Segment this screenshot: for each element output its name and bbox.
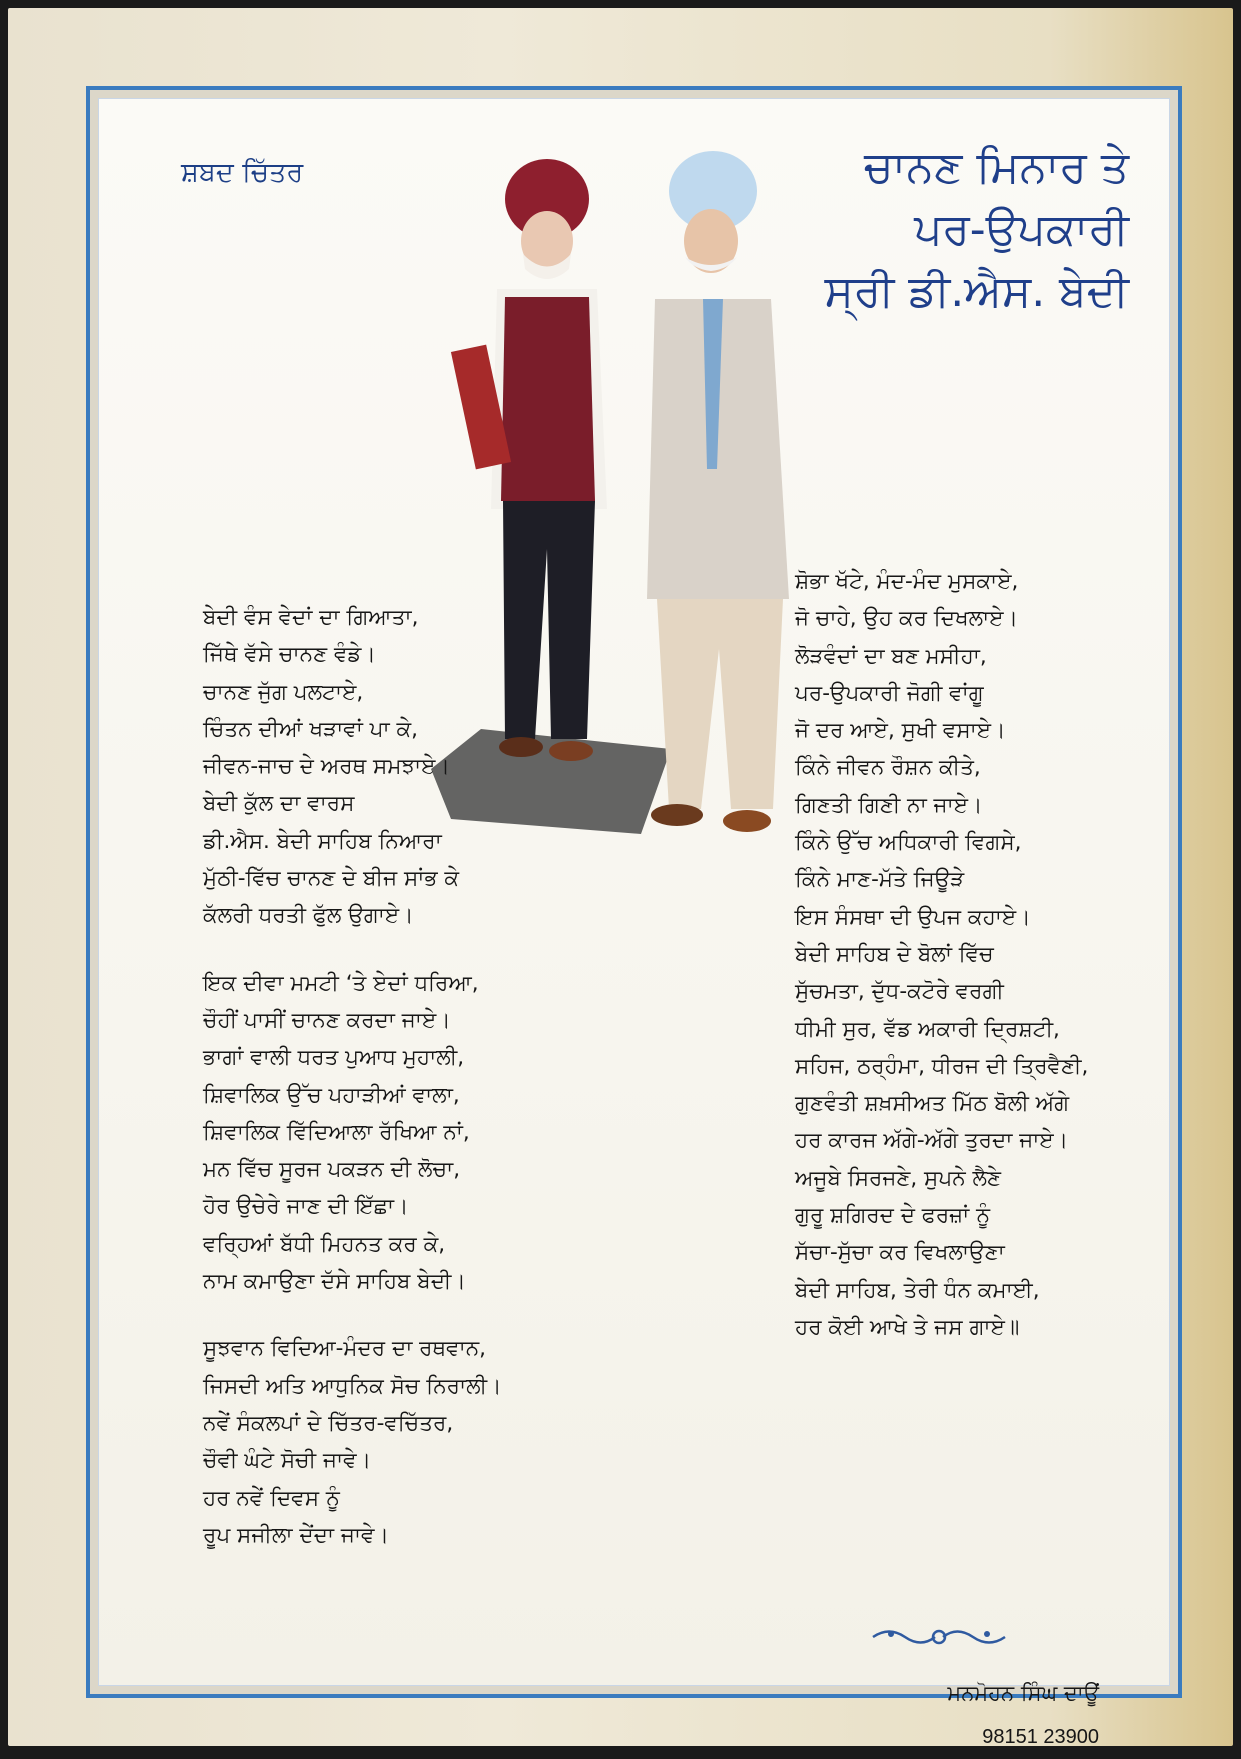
poem-line: ਚੌਵੀ ਘੰਟੇ ਸੋਚੀ ਜਾਵੇ।: [203, 1448, 372, 1474]
poem-line: ਭਾਗਾਂ ਵਾਲੀ ਧਰਤ ਪੁਆਧ ਮੁਹਾਲੀ,: [203, 1045, 465, 1071]
poem-line: ਸੂਝਵਾਨ ਵਿਦਿਆ-ਮੰਦਰ ਦਾ ਰਥਵਾਨ,: [203, 1336, 487, 1362]
poem-line: ਹਰ ਕੋਈ ਆਖੇ ਤੇ ਜਸ ਗਾਏ॥: [795, 1314, 1020, 1340]
poem-line: ਗਿਣਤੀ ਗਿਣੀ ਨਾ ਜਾਏ।: [795, 792, 983, 818]
poem-line: ਅਜੂਬੇ ਸਿਰਜਣੇ, ਸੁਪਨੇ ਲੈਣੇ: [795, 1165, 1002, 1191]
poem-line: ਬੇਦੀ ਸਾਹਿਬ, ਤੇਰੀ ਧੰਨ ਕਮਾਈ,: [795, 1277, 1040, 1303]
poem-line: ਮੁੱਠੀ-ਵਿੱਚ ਚਾਨਣ ਦੇ ਬੀਜ ਸਾਂਭ ਕੇ: [203, 866, 460, 892]
poem-line: ਜੋ ਚਾਹੇ, ਉਹ ਕਰ ਦਿਖਲਾਏ।: [795, 606, 1019, 632]
poem-line: ਸੱਚਾ-ਸੁੱਚਾ ਕਰ ਵਿਖਲਾਉਣਾ: [795, 1240, 1005, 1266]
poem-line: ਗੁਰੂ ਸ਼ਗਿਰਦ ਦੇ ਫਰਜ਼ਾਂ ਨੂੰ: [795, 1203, 991, 1229]
poem-line: ਜਿੱਥੇ ਵੱਸੇ ਚਾਨਣ ਵੰਡੇ।: [203, 642, 376, 668]
poem-line: ਕਿੰਨੇ ਮਾਣ-ਮੱਤੇ ਜਿਊੜੇ: [795, 867, 965, 893]
stanza-gap: [203, 935, 502, 965]
poem-line: ਜੋ ਦਰ ਆਏ, ਸੁਖੀ ਵਸਾਏ।: [795, 718, 1006, 744]
poem-left-column: [203, 599, 502, 1554]
author-signature: [947, 1671, 1099, 1759]
poem-line: ਸ਼ੋਭਾ ਖੱਟੇ, ਮੰਦ-ਮੰਦ ਮੁਸਕਾਏ,: [795, 569, 1019, 594]
poem-line: ਚਾਨਣ ਜੁੱਗ ਪਲਟਾਏ,: [203, 679, 364, 705]
stanza-gap: [203, 1300, 502, 1330]
poem-line: ਰੂਪ ਸਜੀਲਾ ਦੇਂਦਾ ਜਾਵੇ।: [203, 1522, 389, 1548]
poem-line: ਵਰ੍ਹਿਆਂ ਬੱਧੀ ਮਿਹਨਤ ਕਰ ਕੇ,: [203, 1231, 446, 1257]
poem-line: ਪਰ-ਉਪਕਾਰੀ ਜੋਗੀ ਵਾਂਗੂ: [795, 680, 984, 706]
poem-line: ਲੋੜਵੰਦਾਂ ਦਾ ਬਣ ਮਸੀਹਾ,: [795, 643, 987, 669]
decorative-flourish-icon: [869, 1624, 1009, 1650]
poem-line: ਹਰ ਨਵੇਂ ਦਿਵਸ ਨੂੰ: [203, 1485, 340, 1511]
poem-line: ਕਿੰਨੇ ਉੱਚ ਅਧਿਕਾਰੀ ਵਿਗਸੇ,: [795, 830, 1022, 856]
poem-line: ਬੇਦੀ ਸਾਹਿਬ ਦੇ ਬੋਲਾਂ ਵਿੱਚ: [795, 941, 994, 967]
author-name: ਮਨਮੋਹਨ ਸਿੰਘ ਦਾਊਂ: [947, 1681, 1099, 1705]
poem-line: ਸ਼ਿਵਾਲਿਕ ਵਿੱਦਿਆਲਾ ਰੱਖਿਆ ਨਾਂ,: [203, 1119, 470, 1145]
title-line-3: ਸ੍ਰੀ ਡੀ.ਐਸ. ਬੇਦੀ: [824, 266, 1129, 317]
poem-right-column: [795, 563, 1088, 1346]
section-label: ਸ਼ਬਦ ਚਿੱਤਰ: [181, 157, 304, 188]
poem-line: ਸ਼ਿਵਾਲਿਕ ਉੱਚ ਪਹਾੜੀਆਂ ਵਾਲਾ,: [203, 1082, 460, 1108]
poem-line: ਕਿੰਨੇ ਜੀਵਨ ਰੌਸ਼ਨ ਕੀਤੇ,: [795, 755, 981, 781]
poem-line: ਇਕ ਦੀਵਾ ਮਮਟੀ ‘ਤੇ ਏਦਾਂ ਧਰਿਆ,: [203, 970, 479, 996]
poem-line: ਨਵੇਂ ਸੰਕਲਪਾਂ ਦੇ ਚਿੱਤਰ-ਵਚਿੱਤਰ,: [203, 1410, 454, 1436]
poem-line: ਜੀਵਨ-ਜਾਚ ਦੇ ਅਰਥ ਸਮਝਾਏ।: [203, 754, 450, 780]
poem-line: ਸੁੱਚਮਤਾ, ਦੁੱਧ-ਕਟੋਰੇ ਵਰਗੀ: [795, 979, 1004, 1005]
poem-line: ਗੁਣਵੰਤੀ ਸ਼ਖ਼ਸੀਅਤ ਮਿੱਠ ਬੋਲੀ ਅੱਗੇ: [795, 1091, 1070, 1117]
content-area: [98, 98, 1170, 1748]
poem-line: ਬੇਦੀ ਵੰਸ ਵੇਦਾਂ ਦਾ ਗਿਆਤਾ,: [203, 605, 419, 630]
poem-line: ਕੱਲਰੀ ਧਰਤੀ ਫੁੱਲ ਉਗਾਏ।: [203, 903, 414, 929]
poem-line: ਡੀ.ਐਸ. ਬੇਦੀ ਸਾਹਿਬ ਨਿਆਰਾ: [203, 828, 442, 854]
poem-line: ਜਿਸਦੀ ਅਤਿ ਆਧੁਨਿਕ ਸੋਚ ਨਿਰਾਲੀ।: [203, 1373, 502, 1399]
title-line-1: ਚਾਨਣ ਮਿਨਾਰ ਤੇ: [863, 142, 1129, 193]
author-phone: 98151 23900: [982, 1726, 1099, 1748]
poem-line: ਹਰ ਕਾਰਜ ਅੱਗੇ-ਅੱਗੇ ਤੁਰਦਾ ਜਾਏ।: [795, 1128, 1069, 1154]
page-paper: [8, 8, 1233, 1746]
poem-line: ਚੌਹੀਂ ਪਾਸੀਂ ਚਾਨਣ ਕਰਦਾ ਜਾਏ।: [203, 1007, 451, 1033]
poem-line: ਇਸ ਸੰਸਥਾ ਦੀ ਉਪਜ ਕਹਾਏ।: [795, 904, 1031, 930]
title-line-2: ਪਰ-ਉਪਕਾਰੀ: [914, 204, 1129, 255]
poem-line: ਧੀਮੀ ਸੁਰ, ਵੱਡ ਅਕਾਰੀ ਦ੍ਰਿਸ਼ਟੀ,: [795, 1016, 1060, 1042]
poem-line: ਸਹਿਜ, ਠਰ੍ਹੰਮਾ, ਧੀਰਜ ਦੀ ਤ੍ਰਿਵੈਣੀ,: [795, 1053, 1089, 1079]
page-title: [799, 137, 1129, 323]
poem-line: ਹੋਰ ਉਚੇਰੇ ਜਾਣ ਦੀ ਇੱਛਾ।: [203, 1194, 409, 1220]
poem-line: ਚਿੰਤਨ ਦੀਆਂ ਖੜਾਵਾਂ ਪਾ ਕੇ,: [203, 716, 418, 742]
poem-line: ਮਨ ਵਿੱਚ ਸੂਰਜ ਪਕੜਨ ਦੀ ਲੋਚਾ,: [203, 1157, 461, 1183]
poem-line: ਨਾਮ ਕਮਾਉਣਾ ਦੱਸੇ ਸਾਹਿਬ ਬੇਦੀ।: [203, 1269, 466, 1295]
blue-border-frame: [86, 86, 1182, 1748]
poem-line: ਬੇਦੀ ਕੁੱਲ ਦਾ ਵਾਰਸ: [203, 791, 355, 817]
